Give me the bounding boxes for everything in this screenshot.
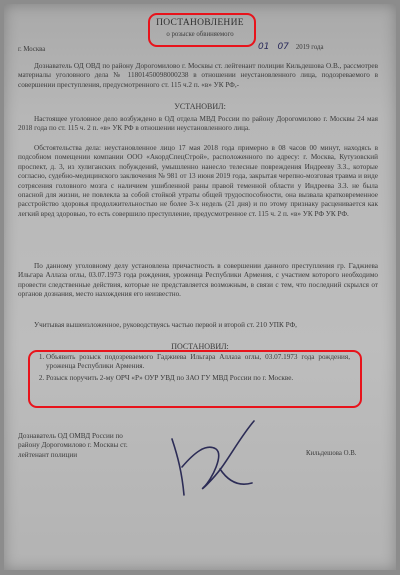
postanovil-heading: ПОСТАНОВИЛ: — [171, 342, 229, 351]
resolution-item-1: 1. Объявить розыск подозреваемого Гаджиева Ильгара Аллаза оглы, 03.07.1973 года рождения, уроженца Республики Армения. — [46, 353, 350, 372]
date-year: 2019 года — [295, 44, 324, 51]
city: г. Москва — [18, 46, 46, 53]
date — [258, 42, 324, 52]
ustanovil-heading: УСТАНОВИЛ: — [174, 102, 226, 111]
resolution-item-2: 2. Розыск поручить 2-му ОРЧ «Р» ОУР УВД по ЗАО ГУ МВД России по г. Москве. — [46, 374, 350, 383]
resolution-list — [32, 353, 350, 385]
signer-name: Кильдешова О.В. — [306, 450, 357, 457]
signature-block: Дознаватель ОД ОМВД России по району Дорогомилово г. Москвы ст. лейтенант полиции — [18, 432, 128, 459]
date-month: 07 — [277, 42, 289, 52]
date-day: 01 — [258, 42, 270, 52]
handwritten-signature — [154, 409, 274, 509]
document-title: ПОСТАНОВЛЕНИЕ — [156, 18, 244, 28]
paragraph-2: Обстоятельства дела: неустановленное лицо 17 мая 2018 года примерно в 08 часов 00 минут, находясь в подсобном помещении компании ООО «АкордСпецСтрой», расположенного по адресу: г. Москва, Кутузовский проспект, д. 3, из хулиганских побуждений, умышленно нанесло телесные повреждения Индрееву З.З., которые согласно, судебно-медицинского заключения № 981 от 13 июня 2019 года, закрытая черепно-мозговая травма и виде сотрясения головного мозга с наличием ушибленной раны правой теменной области у Индреева З.З. не была опасной для жизни, не повлекла за собой стойкой утраты общей трудоспособности, она вызвала кратковременное расстройство здоровья продолжительностью не более 3-х недель (21 дня) и по этому признаку расценивается как легкий вред здоровью, то есть совершило преступление, предусмотренное ст. 115 ч. 2 п. «в» УК РФ УК РФ. — [18, 144, 378, 218]
paragraph-3: По данному уголовному делу установлена причастность в совершении данного преступления гр. Гаджиева Ильгара Аллаза оглы, 03.07.1973 года рождения, уроженца Республики Армения, с участием которого необходимо провести следственные действия, которые не представляется возможным, в связи с тем, что последний скрылся от органов дознания, место нахождения его неизвестно. — [18, 262, 378, 299]
intro-paragraph: Дознаватель ОД ОВД по району Дорогомилово г. Москвы ст. лейтенант полиции Кильдешова О.В., рассмотрев материалы уголовного дела № 11801450098000238 в отношении неустановленного лица, подозреваемого в совершении преступления, предусмотренного ст. 115 ч.2 п. «в» УК РФ,- — [18, 62, 378, 89]
paragraph-4: Учитывая вышеизложенное, руководствуясь частью первой и второй ст. 210 УПК РФ, — [34, 321, 297, 329]
document-page — [4, 4, 396, 570]
document-subtitle: о розыске обвиняемого — [166, 31, 234, 38]
paragraph-1: Настоящее уголовное дело возбуждено в ОД отдела МВД России по району Дорогомилово г. Москвы 24 мая 2018 года по ст. 115 ч. 2 п. «в» УК РФ в отношении неустановленного лица. — [18, 115, 378, 133]
